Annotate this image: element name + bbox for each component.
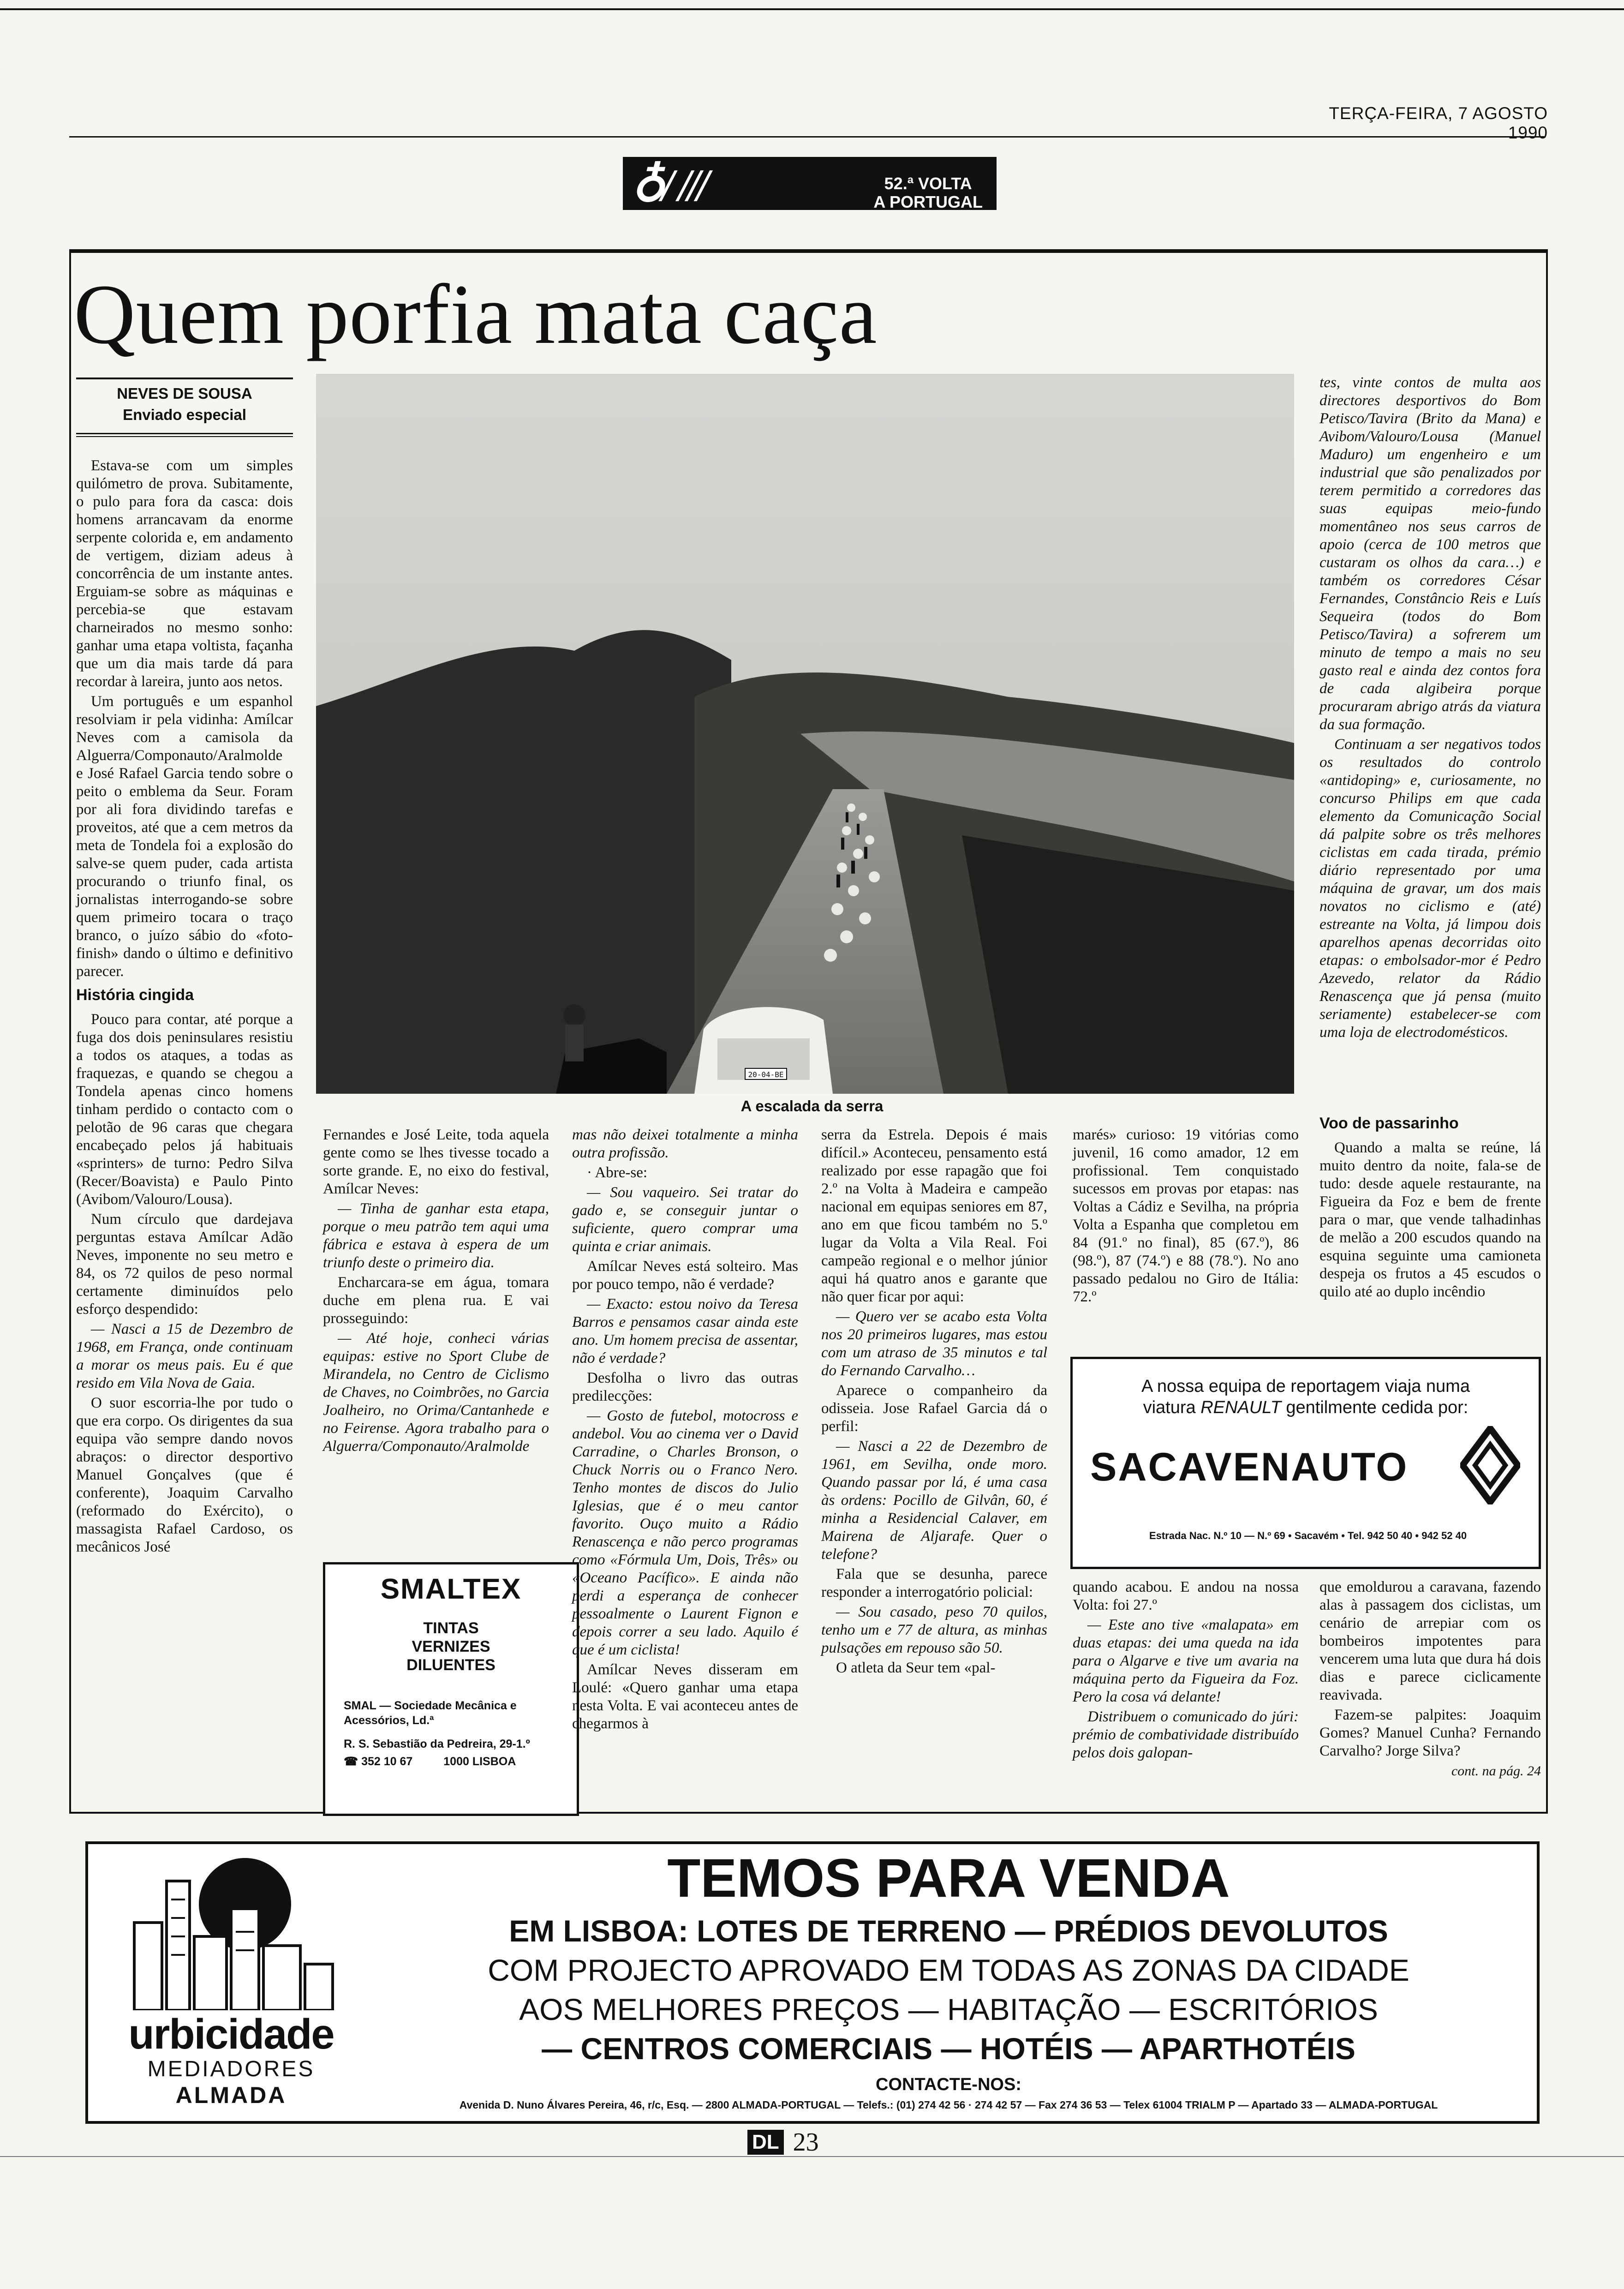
renault-line1: A nossa equipa de reportagem viaja numa	[1141, 1377, 1470, 1396]
quote-paragraph: — Este ano tive «malapata» em duas etapas: dei uma queda na ida para o Algarve e tive um avaria na máquina perto da Figueira da Foz. Pero la cosa vá delante!	[1073, 1617, 1299, 1705]
section-line1: 52.ª VOLTA	[884, 174, 972, 193]
ad-line3: AOS MELHORES PREÇOS — HABITAÇÃO — ESCRITÓRIOS	[519, 1992, 1378, 2026]
column-2	[323, 1126, 549, 1457]
smaltex-products	[325, 1619, 577, 1674]
renault-line2	[1073, 1398, 1539, 1418]
sacavenauto-address: Estrada Nac. N.º 10 — N.º 69 • Sacavém • Tel. 942 50 40 • 942 52 40	[1149, 1530, 1467, 1541]
smaltex-street: R. S. Sebastião da Pedreira, 29-1.º	[344, 1738, 530, 1750]
quote-paragraph: — Nasci a 22 de Dezembro de 1961, em Sevilha, onde moro. Quando passar por lá, é uma casa às ordens: Pocillo de Gilvân, 60, é minha a Residencial Calaver, em Mairena de Aljarafe. Quer o telefone?	[821, 1438, 1047, 1563]
paragraph: O suor escorria-lhe por tudo o que era corpo. Os dirigentes da sua equipa vão sempre dando novos abraços: o director desportivo Manuel Gonçalves (que é conferente), Joaquim Carvalho (reformado do Exército), o massagista Rafael Cardoso, os mecânicos José	[76, 1395, 293, 1555]
column-4	[821, 1126, 1047, 1679]
quote-paragraph: — Sou casado, peso 70 quilos, tenho um e 77 de altura, as minhas pulsações em repouso são 50.	[821, 1604, 1047, 1656]
ad-line2: COM PROJECTO APROVADO EM TODAS AS ZONAS DA CIDADE	[488, 1953, 1409, 1987]
sacavenauto-name: SACAVENAUTO	[1090, 1445, 1409, 1489]
paragraph: Estava-se com um simples quilómetro de prova. Subitamente, o pulo para fora da casca: dois homens arrancavam da enorme serpente colorida e, em andamento de vertigem, diziam adeus à concorrência de um instante antes. Erguiam-se sobre as máquinas e percebia-se que estavam charneirados no mesmo sonho: ganhar uma etapa voltista, façanha que um dia mais tarde dá para recordar à lareira, junto aos netos.	[76, 457, 293, 690]
byline-rule-bottom	[76, 433, 293, 434]
subhead-voo: Voo de passarinho	[1320, 1115, 1459, 1132]
urbicidade-brand: urbicidade	[128, 2011, 334, 2058]
author-name: NEVES DE SOUSA	[117, 385, 252, 402]
quote-paragraph: — Tinha de ganhar esta etapa, porque o meu patrão tem aqui uma fábrica e estava à espera de um triunfo deste o primeiro dia.	[323, 1200, 549, 1271]
ad-sacavenauto	[1070, 1357, 1541, 1569]
quote-paragraph: — Nasci a 15 de Dezembro de 1968, em França, onde continuam a morar os meus pais. Eu é que resido em Vila Nova de Gaia.	[76, 1321, 293, 1391]
article-left-rule	[69, 249, 71, 1814]
ad-line1: EM LISBOA: LOTES DE TERRENO — PRÉDIOS DEVOLUTOS	[509, 1914, 1388, 1948]
paragraph: Aparece o companheiro da odisseia. Jose Rafael Garcia dá o perfil:	[821, 1382, 1047, 1435]
urbicidade-sub1: MEDIADORES	[147, 2057, 315, 2081]
subhead-historia: História cingida	[76, 986, 194, 1004]
byline-rule-bottom2	[76, 436, 293, 437]
city-skyline-icon	[107, 1853, 346, 2010]
quote-paragraph: Distribuem o comunicado do júri: prémio de combatividade distribuído pelos dois galopan-	[1073, 1708, 1299, 1761]
paragraph: Fernandes e José Leite, toda aquela gente como se lhes tivesse tocado a sorte grande. E, no eixo do festival, Amílcar Neves:	[323, 1127, 549, 1197]
issue-date: TERÇA-FEIRA, 7 AGOSTO 1990	[1329, 104, 1548, 142]
column-1	[76, 457, 293, 1558]
paragraph: Amílcar Neves disseram em Loulé: «Quero ganhar uma etapa nesta Volta. E vai aconteceu antes de chegarmos à	[572, 1661, 798, 1732]
column-6b	[1320, 1115, 1541, 1303]
renault-line2-pre: viatura	[1143, 1398, 1201, 1417]
phone-icon: ☎	[344, 1755, 358, 1768]
smaltex-city: 1000 LISBOA	[443, 1755, 516, 1768]
renault-line2-post: gentilmente cedida por:	[1281, 1398, 1469, 1417]
page-number: 23	[793, 2128, 819, 2157]
article-right-rule	[1546, 249, 1548, 1814]
paragraph: quando acabou. E andou na nossa Volta: foi 27.º	[1073, 1579, 1299, 1613]
column-5	[1073, 1126, 1299, 1308]
ad-headline: TEMOS PARA VENDA	[667, 1848, 1230, 1909]
paragraph: Fala que se desunha, parece responder a interrogatório policial:	[821, 1566, 1047, 1600]
continued-note: cont. na pág. 24	[1451, 1763, 1541, 1779]
photo-caption: A escalada da serra	[740, 1097, 884, 1115]
quote-paragraph: mas não deixei totalmente a minha outra profissão.	[572, 1127, 798, 1161]
paragraph: · Abre-se:	[587, 1164, 648, 1181]
article-bottom-rule	[69, 1812, 1548, 1814]
article-photo	[316, 374, 1294, 1094]
photo-cyclists-climb	[316, 374, 1294, 1094]
page-footer	[747, 2125, 819, 2157]
byline	[76, 383, 293, 425]
quote-paragraph: — Gosto de futebol, motocross e andebol. Vou ao cinema ver o David Carradine, o Charles Bronson, o Chuck Norris ou o Franco Nero. Tenho montes de discos do Julio Iglesias, que é o meu cantor favorito. Ouço muito a Rádio Renascença e não perco programas como «Fórmula Um, Dois, Três» ou «Oceano Pacífico». E ainda não perdi a esperança de conhecer pessoalmente o Laurent Fignon e depois correr a seu lado. Aquilo é que é um ciclista!	[572, 1408, 798, 1658]
quote-paragraph: — Quero ver se acabo esta Volta nos 20 primeiros lugares, mas estou com um atraso de 35 minutos e tal do Fernando Carvalho…	[821, 1308, 1047, 1379]
volta-logo-mark: ♁/ ///	[631, 160, 706, 211]
smaltex-title: SMALTEX	[380, 1573, 522, 1605]
section-logo	[623, 157, 997, 210]
section-logo-text	[873, 174, 983, 211]
ad-contact-label: CONTACTE-NOS:	[876, 2075, 1021, 2094]
paragraph: serra da Estrela. Depois é mais difícil.» Aconteceu, pensamento está realizado por esse rapagão que foi 2.º na Volta à Madeira e campeão nacional em equipas seniores em 87, ano em que ficou também no 5.º lugar da Volta a Vila Real. Foi campeão regional e o melhor júnior aqui há quatro anos e garante que não quer ficar por aqui:	[821, 1127, 1047, 1305]
ad-urbicidade	[85, 1841, 1540, 2124]
smaltex-line3: DILUENTES	[406, 1656, 496, 1674]
ad-smaltex	[323, 1562, 579, 1816]
paragraph: Num círculo que dardejava perguntas estava Amílcar Adão Neves, imponente no seu metro e 84, os 72 quilos de peso normal certamente diminuídos pelo esforço despendido:	[76, 1211, 293, 1318]
quote-paragraph: — Exacto: estou noivo da Teresa Barros e pensamos casar ainda este ano. Um homem precisa de assentar, não é verdade?	[572, 1296, 798, 1366]
smaltex-company: SMAL — Sociedade Mecânica e Acessórios, Ld.ª	[344, 1699, 517, 1727]
car-plate: 20-04-BE	[748, 1070, 784, 1079]
italic-paragraph: tes, vinte contos de multa aos directores desportivos do Bom Petisco/Tavira (Brito da Mana) e Avibom/Valouro/Lousa (Manuel Maduro) um engenheiro e um industrial que são penalizados por terem permitido a corredores das suas equipas meio-fundo momentâneo nos seus carros de apoio (cerca de 100 metros que custaram os olhos da cara…) e também os corredores César Fernandes, Constâncio Reis e Luís Sequeira (todos do Bom Petisco/Tavira) a sofrerem um minuto de tempo a mais no seu gasto real e ainda dez contos fora de cada algibeira porque procuraram abrigo atrás da viatura da sua formação.	[1320, 374, 1541, 733]
author-role: Enviado especial	[123, 406, 246, 423]
smaltex-line1: TINTAS	[423, 1619, 479, 1637]
paragraph: que emoldurou a caravana, fazendo alas à passagem dos ciclistas, um cenário de arrepiar com os bombeiros impotentes para vencerem uma luta que dura há dois dias e parece ciclicamente reavivada.	[1320, 1579, 1541, 1703]
article-top-rule	[69, 249, 1548, 253]
paragraph: Encharcara-se em água, tomara duche em plena rua. E vai prosseguindo:	[323, 1274, 549, 1327]
smaltex-line2: VERNIZES	[412, 1638, 490, 1655]
paragraph: Pouco para contar, até porque a fuga dos dois peninsulares resistiu a todos os ataques, a todas as fraquezas, e quando se chegou a Tondela apenas cinco homens tinham perdido o contacto com o pelotão de 96 caras que chegara encabeçado pelos já habituais «sprinters» de turno: Pedro Silva (Recer/Boavista) e Paulo Pinto (Avibom/Valouro/Lousa).	[76, 1011, 293, 1208]
column-5b	[1073, 1578, 1299, 1764]
column-6c	[1320, 1578, 1541, 1780]
paragraph: Quando a malta se reúne, lá muito dentro da noite, fala-se de tudo: desde aquele restaurante, na Figueira da Foz e bem de frente para o mar, que vende talhadinhas de melão a 200 escudos quando na esquina seguinte uma camioneta despeja os frutos a 45 escudos o quilo até ao duplo incêndio	[1320, 1139, 1541, 1300]
quote-paragraph: — Até hoje, conheci várias equipas: estive no Sport Clube de Mirandela, no Centro de Ciclismo de Chaves, no Coimbrões, no Garcia Joalheiro, no Orima/Cantanhede e no Feirense. Agora trabalho para o Alguerra/Componauto/Aralmolde	[323, 1330, 549, 1455]
ad-contact-line: Avenida D. Nuno Álvares Pereira, 46, r/c, Esq. — 2800 ALMADA-PORTUGAL — Telefs.: (01) 274 42 56 · 274 42 57 — Fax 274 36 53 — Telex 61004 TRIALM P — Apartado 33 — ALMADA-PORTUGAL	[459, 2099, 1438, 2111]
article-headline: Quem porfia mata caça	[74, 267, 878, 362]
byline-rule-top	[76, 378, 293, 379]
column-3	[572, 1126, 798, 1735]
top-rule	[0, 8, 1624, 10]
paragraph: Desfolha o livro das outras predilecções:	[572, 1370, 798, 1404]
paragraph: marés» curioso: 19 vitórias como juvenil, 16 como amador, 12 em profissional. Tem conquistado sucessos em provas por etapas: nas Voltas a Cádiz e Sevilha, na própria Volta a Espanha que completou em 84 (91.º no final), 85 (67.º), 86 (98.º), 87 (74.º) e 88 (78.º). No ano passado pedalou no Giro de Itália: 72.º	[1073, 1127, 1299, 1305]
quote-paragraph: — Sou vaqueiro. Sei tratar do gado e, se conseguir juntar o suficiente, quero comprar uma quinta e criar animais.	[572, 1184, 798, 1255]
renault-brand: RENAULT	[1200, 1398, 1281, 1417]
renault-diamond-icon	[1460, 1426, 1520, 1504]
urbicidade-sub2: ALMADA	[175, 2082, 287, 2108]
ad-line4: — CENTROS COMERCIAIS — HOTÉIS — APARTHOTÉIS	[542, 2031, 1355, 2066]
paragraph: Fazem-se palpites: Joaquim Gomes? Manuel Cunha? Fernando Carvalho? Jorge Silva?	[1320, 1707, 1541, 1759]
smaltex-phone-row	[344, 1755, 565, 1768]
italic-paragraph: Continuam a ser negativos todos os resultados do controlo «antidoping» e, curiosamente, no concurso Philips em que cada elemento da Comunicação Social dá palpite sobre os três melhores ciclistas em cada tirada, prémio diário representado por uma máquina de gravar, um dos mais novatos no ciclismo e (até) estreante na Volta, já limpou dois aparelhos apenas decorridas oito etapas: o embolsador-mor é Pedro Azevedo, relator da Rádio Renascença que já pensa (muito seriamente) estabelecer-se com uma loja de electrodomésticos.	[1320, 736, 1541, 1041]
paragraph: Um português e um espanhol resolviam ir pela vidinha: Amílcar Neves com a camisola da Alguerra/Componauto/Aralmolde e José Rafael Garcia tendo sobre o peito o emblema da Seur. Foram por ali fora dividindo tarefas e proveitos, até que a cem metros da meta de Tondela foi a explosão do salve-se quem puder, cada artista procurando o triunfo final, os jornalistas interrogando-se sobre quem primeiro tocara o traço branco, o juízo sábio do «foto-finish» dando o último e definitivo parecer.	[76, 693, 293, 980]
paragraph: Amílcar Neves está solteiro. Mas por pouco tempo, não é verdade?	[572, 1258, 798, 1293]
smaltex-phone: 352 10 67	[361, 1755, 413, 1768]
column-6	[1320, 374, 1541, 1043]
dl-logo: DL	[747, 2130, 784, 2155]
section-line2: A PORTUGAL	[873, 192, 983, 211]
paragraph: O atleta da Seur tem «pal-	[836, 1660, 996, 1676]
